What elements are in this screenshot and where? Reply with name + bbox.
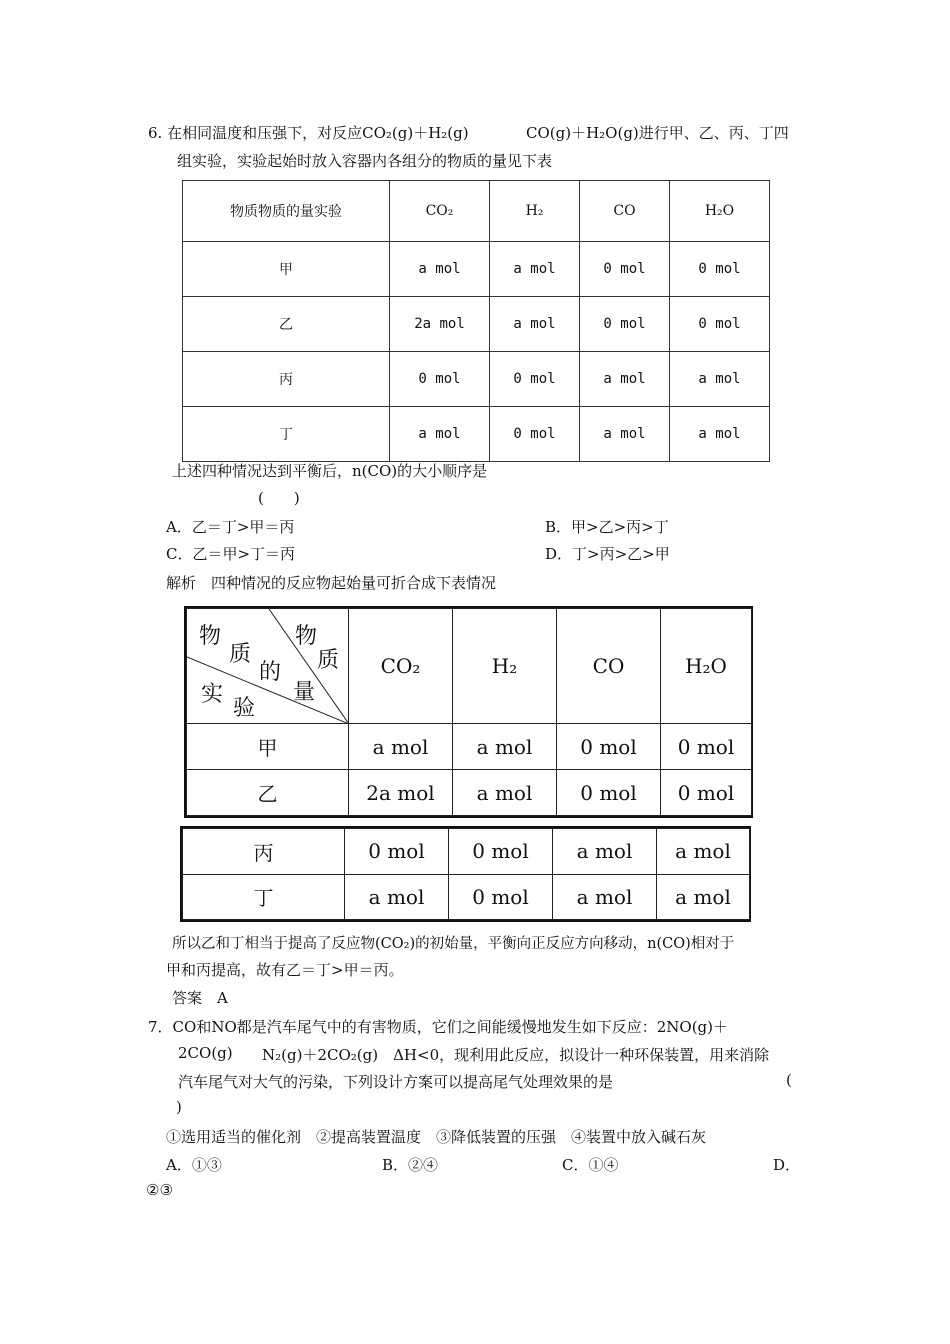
table-cell: 0 mol: [661, 770, 752, 816]
q6-conclusion-line2: 甲和丙提高，故有乙＝丁>甲＝丙。: [166, 961, 404, 979]
row-label: 丙: [183, 829, 345, 875]
row-label: 甲: [187, 724, 349, 770]
q6-initial-table: [182, 180, 770, 462]
q7-line2a: 2CO(g): [178, 1044, 233, 1062]
table-row: [183, 242, 770, 297]
table-cell: a mol: [453, 724, 557, 770]
row-label: 甲: [183, 242, 390, 297]
q7-choices: ①选用适当的催化剂 ②提高装置温度 ③降低装置的压强 ④装置中放入碱石灰: [166, 1128, 707, 1146]
diag-label: 物: [295, 624, 318, 649]
header-cell: H₂O: [661, 609, 752, 724]
diag-label: 量: [293, 680, 316, 705]
header-cell: 物质物质的量实验: [183, 181, 390, 242]
table-row: [183, 407, 770, 462]
q6-answer-paren: ( ): [258, 489, 300, 507]
row-label: 丁: [183, 407, 390, 462]
table-cell: 2a mol: [349, 770, 453, 816]
table-cell: a mol: [490, 297, 580, 352]
header-cell: H₂: [490, 181, 580, 242]
diag-label: 质: [229, 642, 252, 667]
q6-after-table: 上述四种情况达到平衡后，n(CO)的大小顺序是: [172, 462, 488, 480]
row-label: 乙: [183, 297, 390, 352]
table-row: [183, 352, 770, 407]
table-cell: a mol: [580, 352, 670, 407]
header-cell: CO: [580, 181, 670, 242]
table-cell: 0 mol: [580, 242, 670, 297]
q7-option-a: A．①③: [166, 1156, 222, 1174]
table-row: [183, 874, 750, 920]
q6-stem-part2: CO(g)＋H₂O(g)进行甲、乙、丙、丁四: [526, 124, 789, 142]
table-cell: 0 mol: [490, 352, 580, 407]
header-cell: CO: [557, 609, 661, 724]
q7-line3: 汽车尾气对大气的污染，下列设计方案可以提高尾气处理效果的是: [178, 1073, 614, 1091]
table-row: [187, 770, 752, 816]
diag-label: 物: [199, 624, 222, 649]
q6-option-a: A．乙＝丁>甲＝丙: [166, 518, 295, 536]
diag-label: 质: [317, 648, 340, 673]
diagonal-header-cell: [187, 609, 349, 724]
table-cell: a mol: [657, 829, 750, 875]
q6-analysis: 解析 四种情况的反应物起始量可折合成下表情况: [166, 574, 497, 592]
table-header-row: [183, 181, 770, 242]
q6-stem-line1: [148, 122, 469, 143]
q7-line2b: N₂(g)＋2CO₂(g) ΔH<0，现利用此反应，拟设计一种环保装置，用来消除: [262, 1046, 770, 1064]
row-label: 丙: [183, 352, 390, 407]
table-row: [183, 297, 770, 352]
header-cell: CO₂: [390, 181, 490, 242]
diag-label: 验: [233, 696, 256, 721]
q6-conclusion-line1: 所以乙和丁相当于提高了反应物(CO₂)的初始量，平衡向正反应方向移动，n(CO)相对于: [172, 936, 735, 952]
q6-converted-table-a: [184, 606, 753, 818]
diag-label: 实: [201, 682, 224, 707]
table-cell: a mol: [390, 407, 490, 462]
table-cell: a mol: [553, 874, 657, 920]
table-cell: a mol: [553, 829, 657, 875]
table-cell: 2a mol: [390, 297, 490, 352]
q7-option-d-content: ②③: [146, 1181, 173, 1199]
q7-option-b: B．②④: [382, 1156, 439, 1174]
q6-option-d: D．丁>丙>乙>甲: [545, 545, 670, 563]
table-cell: a mol: [670, 407, 770, 462]
table-cell: 0 mol: [449, 829, 553, 875]
header-cell: H₂O: [670, 181, 770, 242]
table-cell: 0 mol: [345, 829, 449, 875]
q6-answer: 答案 A: [172, 989, 228, 1007]
q7-paren-open: (: [786, 1071, 792, 1089]
table-cell: 0 mol: [490, 407, 580, 462]
q6-option-c: C．乙＝甲>丁＝丙: [166, 545, 296, 563]
header-cell: CO₂: [349, 609, 453, 724]
table-cell: 0 mol: [661, 724, 752, 770]
q6-converted-table-b: [180, 826, 751, 922]
table-cell: a mol: [670, 352, 770, 407]
q6-number: 6.: [148, 124, 163, 142]
table-cell: a mol: [580, 407, 670, 462]
table-cell: a mol: [490, 242, 580, 297]
table-header-row: [187, 609, 752, 724]
q7-option-d: D．: [773, 1156, 801, 1174]
table-cell: 0 mol: [390, 352, 490, 407]
table-cell: 0 mol: [557, 724, 661, 770]
table-cell: a mol: [349, 724, 453, 770]
q6-option-b: B．甲>乙>丙>丁: [545, 518, 669, 536]
table-cell: a mol: [390, 242, 490, 297]
diag-label: 的: [259, 660, 282, 685]
table-cell: 0 mol: [557, 770, 661, 816]
table-cell: 0 mol: [449, 874, 553, 920]
table-row: [183, 829, 750, 875]
header-cell: H₂: [453, 609, 557, 724]
table-row: [187, 724, 752, 770]
row-label: 乙: [187, 770, 349, 816]
q7-paren-close: ): [176, 1098, 182, 1116]
table-cell: 0 mol: [670, 297, 770, 352]
q7-line1: 7．CO和NO都是汽车尾气中的有害物质，它们之间能缓慢地发生如下反应：2NO(g)＋: [148, 1018, 729, 1036]
table-cell: 0 mol: [670, 242, 770, 297]
row-label: 丁: [183, 874, 345, 920]
table-cell: 0 mol: [580, 297, 670, 352]
q6-stem-part1: 在相同温度和压强下，对反应CO₂(g)＋H₂(g): [167, 124, 469, 142]
q7-option-c: C．①④: [562, 1156, 619, 1174]
table-cell: a mol: [453, 770, 557, 816]
table-cell: a mol: [657, 874, 750, 920]
table-cell: a mol: [345, 874, 449, 920]
q6-stem-line2: 组实验，实验起始时放入容器内各组分的物质的量见下表: [177, 152, 553, 170]
